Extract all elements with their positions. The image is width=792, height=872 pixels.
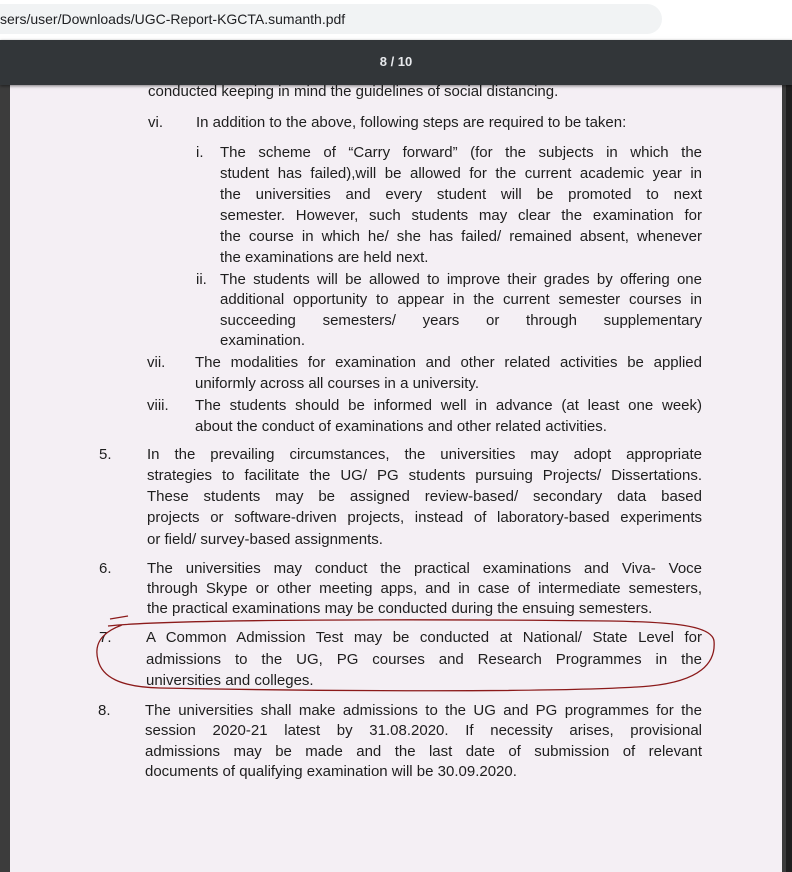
item-8-line: session 2020-21 latest by 31.08.2020. If necessity arises, provisional bbox=[145, 722, 702, 739]
item-7-line: admissions to the UG, PG courses and Research Programmes in the bbox=[146, 651, 702, 668]
item-5-line: These students may be assigned review-based/ secondary data based bbox=[147, 488, 702, 505]
item-8-line: admissions may be made and the last date of submission of relevant bbox=[145, 743, 702, 760]
item-7-line: A Common Admission Test may be conducted at National/ State Level for bbox=[146, 629, 702, 646]
item-5-line: strategies to facilitate the UG/ PG students pursuing Projects/ Dissertations. bbox=[147, 467, 702, 484]
item-7-number: 7. bbox=[99, 629, 112, 646]
item-8-number: 8. bbox=[98, 702, 111, 719]
item-6-line: the practical examinations may be conducted during the ensuing semesters. bbox=[147, 600, 653, 617]
item-vii-line: The modalities for examination and other related activities be applied bbox=[195, 354, 702, 371]
item-8-line: The universities shall make admissions to the UG and PG programmes for the bbox=[145, 702, 702, 719]
sub-ii-line: succeeding semesters/ years or through supplementary bbox=[220, 312, 702, 329]
scrollbar[interactable] bbox=[786, 85, 792, 872]
item-viii-line: about the conduct of examinations and other related activities. bbox=[195, 418, 607, 435]
item-8-line: documents of qualifying examination will be 30.09.2020. bbox=[145, 763, 517, 780]
item-vi-text: In addition to the above, following steps are required to be taken: bbox=[196, 114, 627, 131]
item-5-line: projects or software-driven projects, instead of laboratory-based experiments bbox=[147, 509, 702, 526]
item-vii-line: uniformly across all courses in a university. bbox=[195, 375, 479, 392]
top-line: conducted keeping in mind the guidelines of social distancing. bbox=[148, 85, 559, 100]
sub-i-line: student has failed),will be allowed for the current academic year in bbox=[220, 165, 702, 182]
item-5-line: or field/ survey-based assignments. bbox=[147, 531, 383, 548]
sub-ii-line: examination. bbox=[220, 332, 306, 349]
sub-i-line: The scheme of “Carry forward” (for the subjects in which the bbox=[220, 144, 702, 161]
url-text: sers/user/Downloads/UGC-Report-KGCTA.sumanth.pdf bbox=[0, 11, 346, 27]
pdf-toolbar bbox=[0, 40, 792, 85]
sub-ii-number: ii. bbox=[196, 271, 207, 288]
item-vii-number: vii. bbox=[147, 354, 166, 371]
pdf-viewer bbox=[0, 40, 792, 872]
sub-i-line: the examinations are held next. bbox=[220, 249, 429, 266]
pdf-page bbox=[10, 85, 782, 872]
sub-ii-line: additional opportunity to appear in the current semester courses in bbox=[220, 291, 702, 308]
ink-circle-annotation bbox=[10, 85, 782, 872]
item-6-line: The universities may conduct the practical examinations and Viva- Voce bbox=[147, 560, 702, 577]
url-field[interactable] bbox=[0, 4, 662, 34]
page-indicator: 8 / 10 bbox=[379, 54, 413, 69]
sub-i-number: i. bbox=[196, 144, 204, 161]
item-5-number: 5. bbox=[99, 446, 112, 463]
item-5-line: In the prevailing circumstances, the universities may adopt appropriate bbox=[147, 446, 702, 463]
sub-i-line: semester. However, such students may clear the examination for bbox=[220, 207, 702, 224]
item-viii-number: viii. bbox=[147, 397, 169, 414]
sub-i-line: the course in which he/ she has failed/ remained absent, whenever bbox=[220, 228, 702, 245]
item-6-number: 6. bbox=[99, 560, 112, 577]
item-vi-number: vi. bbox=[148, 114, 163, 131]
ink-tick-stroke bbox=[110, 616, 128, 619]
item-7-line: universities and colleges. bbox=[146, 672, 314, 689]
ink-circle-stroke bbox=[97, 620, 714, 691]
item-6-line: through Skype or other meeting apps, and in case of intermediate semesters, bbox=[147, 580, 702, 597]
sub-i-line: the universities and every student will be promoted to next bbox=[220, 186, 702, 203]
item-viii-line: The students should be informed well in advance (at least one week) bbox=[195, 397, 702, 414]
address-bar bbox=[0, 0, 792, 40]
sub-ii-line: The students will be allowed to improve their grades by offering one bbox=[220, 271, 702, 288]
